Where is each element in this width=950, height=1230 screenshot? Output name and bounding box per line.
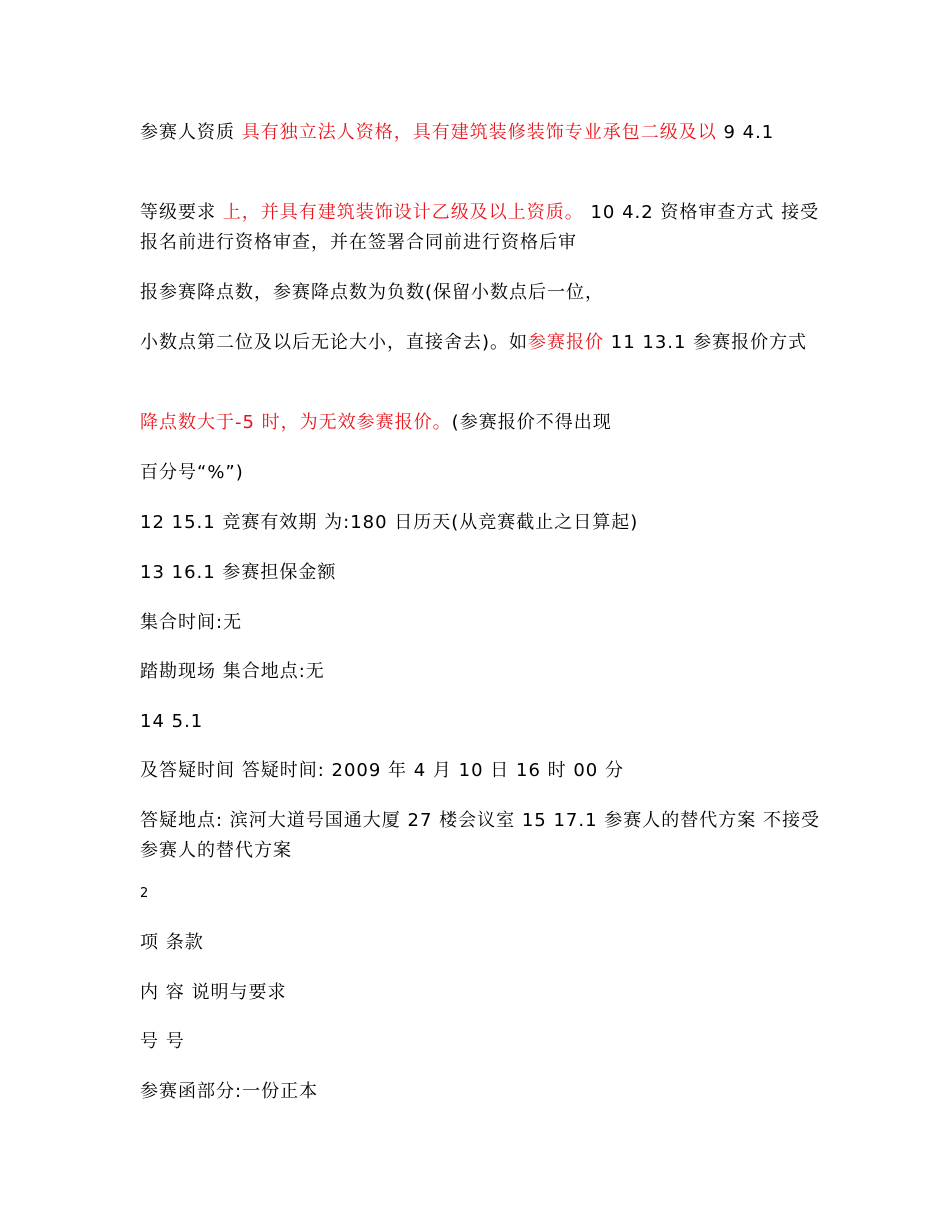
text-run: 10 4.2 资格审查方式 接受报名前进行资格审查，并在签署合同前进行资格后审 — [140, 202, 820, 253]
text-run: 14 5.1 — [140, 711, 204, 732]
paragraph-bid-letter — [140, 1077, 820, 1107]
paragraph-decimal-rule — [140, 328, 820, 358]
paragraph-site-visit — [140, 657, 820, 687]
paragraph-invalid-bid — [140, 408, 820, 438]
paragraph-grade-requirement — [140, 198, 820, 258]
text-run: 报参赛降点数，参赛降点数为负数(保留小数点后一位， — [140, 282, 605, 303]
paragraph-qa-location — [140, 806, 820, 866]
text-run-red: 参赛报价 — [528, 332, 605, 353]
paragraph-percent-sign — [140, 458, 820, 488]
paragraph-clause-14 — [140, 707, 820, 737]
text-run: 内 容 说明与要求 — [140, 982, 287, 1003]
paragraph-table-header-number — [140, 1027, 820, 1057]
paragraph-guarantee — [140, 558, 820, 588]
text-run: 等级要求 — [140, 202, 223, 223]
text-run: 踏勘现场 集合地点:无 — [140, 661, 325, 682]
text-run: 11 13.1 参赛报价方式 — [604, 332, 808, 353]
paragraph-gather-time — [140, 608, 820, 638]
text-run: 项 条款 — [140, 932, 204, 953]
text-run: 号 号 — [140, 1031, 185, 1052]
text-run-red: 具有独立法人资格，具有建筑装修装饰专业承包二级及以 — [241, 122, 717, 143]
text-run: 13 16.1 参赛担保金额 — [140, 562, 337, 583]
paragraph-validity — [140, 508, 820, 538]
paragraph-qa-time — [140, 756, 820, 786]
text-run: 12 15.1 竞赛有效期 为:180 日历天(从竞赛截止之日算起) — [140, 512, 639, 533]
text-run: 参赛人资质 — [140, 122, 242, 143]
page-number: 2 — [140, 886, 149, 901]
text-run: 参赛函部分:一份正本 — [140, 1081, 319, 1102]
paragraph-table-header-content — [140, 978, 820, 1008]
paragraph-table-header-item — [140, 928, 820, 958]
text-run: (参赛报价不得出现 — [451, 412, 612, 433]
paragraph-bid-points — [140, 278, 820, 308]
text-run: 百分号“%”) — [140, 462, 244, 483]
text-run-red: 降点数大于-5 时，为无效参赛报价。 — [140, 412, 452, 433]
text-run: 集合时间:无 — [140, 612, 243, 633]
paragraph-qualification — [140, 118, 820, 148]
text-run: 小数点第二位及以后无论大小，直接舍去)。如 — [140, 332, 529, 353]
text-run: 9 4.1 — [716, 122, 775, 143]
text-run-red: 上，并具有建筑装饰设计乙级及以上资质。 — [222, 202, 584, 223]
text-run: 及答疑时间 答疑时间: 2009 年 4 月 10 日 16 时 00 分 — [140, 760, 624, 781]
text-run: 答疑地点: 滨河大道号国通大厦 27 楼会议室 15 17.1 参赛人的替代方案 不接受参赛人的替代方案 — [140, 810, 820, 861]
